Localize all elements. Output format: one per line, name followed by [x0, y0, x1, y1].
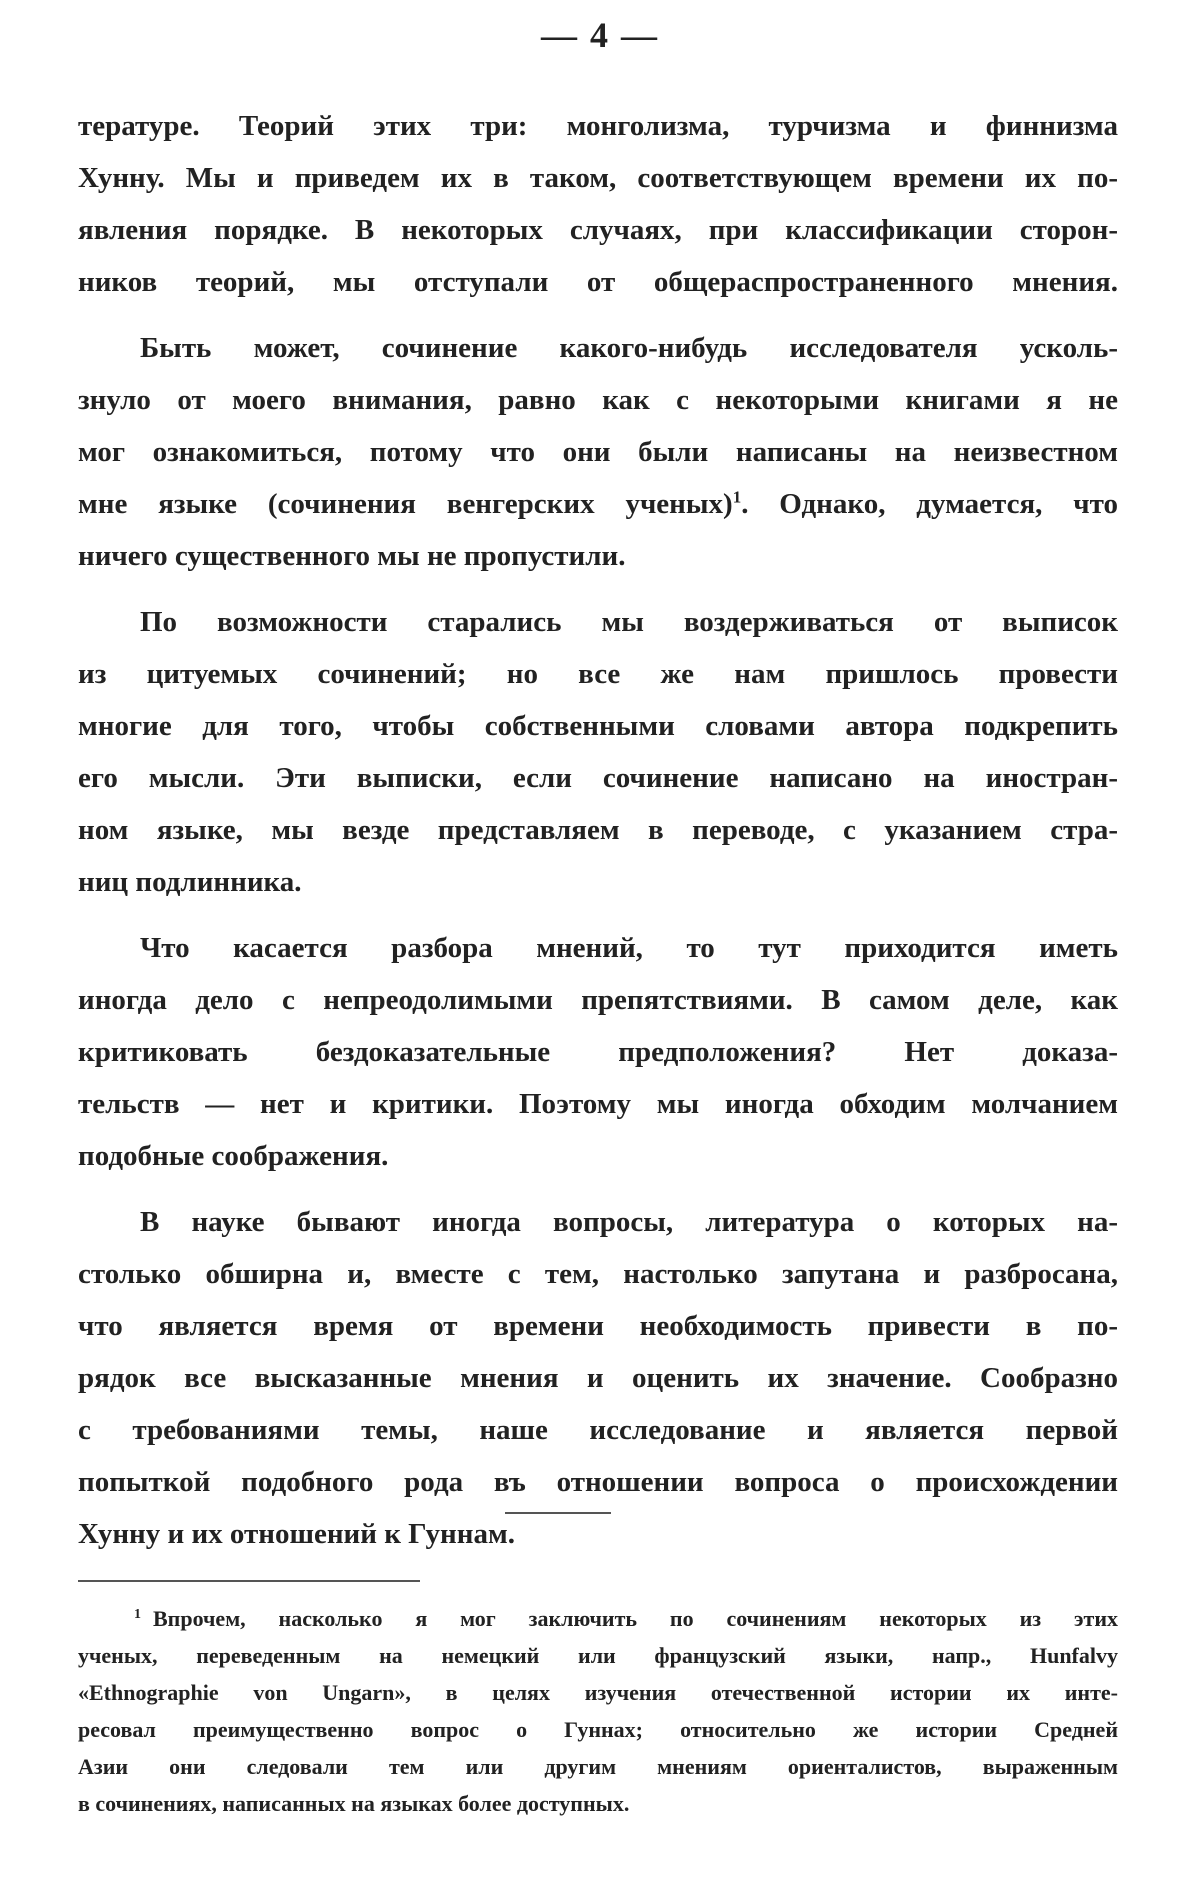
paragraph-2 — [78, 322, 1118, 582]
text-line: явления порядке. В некоторых случаях, при классификации сторон- — [78, 214, 1118, 246]
footnote-line — [78, 1600, 1118, 1637]
paragraph-5 — [78, 1196, 1118, 1560]
text-line: ниц подлинника. — [78, 866, 302, 898]
text-line: что является время от времени необходимость привести в по- — [78, 1310, 1118, 1342]
footnote-line: Азии они следовали тем или другим мнениям ориенталистов, выраженным — [78, 1754, 1118, 1779]
text-line: знуло от моего внимания, равно как с некоторыми книгами я не — [78, 384, 1118, 416]
text-segment: . Однако, думается, что — [741, 488, 1118, 520]
text-line-with-footnote — [78, 478, 1118, 530]
paragraph-3 — [78, 596, 1118, 908]
text-line: По возможности старались мы воздерживаться от выписок — [140, 606, 1118, 638]
footnote — [78, 1600, 1118, 1822]
text-line: ничего существенного мы не пропустили. — [78, 540, 626, 572]
footnote-line: ресовал преимущественно вопрос о Гуннах; относительно же истории Средней — [78, 1717, 1118, 1742]
footnote-marker: 1 — [134, 1606, 141, 1622]
text-line: столько обширна и, вместе с тем, настолько запутана и разбросана, — [78, 1258, 1118, 1290]
text-segment: Впрочем, насколько я мог заключить по сочинениям некоторых из этих — [153, 1606, 1118, 1631]
text-line: иногда дело с непреодолимыми препятствиями. В самом деле, как — [78, 984, 1118, 1016]
text-line: из цитуемых сочинений; но все же нам пришлось провести — [78, 658, 1118, 690]
text-line: рядок все высказанные мнения и оценить их значение. Сообразно — [78, 1362, 1118, 1394]
section-end-rule — [505, 1512, 611, 1514]
text-line: его мысли. Эти выписки, если сочинение написано на иностран- — [78, 762, 1118, 794]
text-line: критиковать бездоказательные предположения? Нет доказа- — [78, 1036, 1118, 1068]
page-number: — 4 — — [541, 15, 659, 55]
text-line: тературе. Теорий этих три: монголизма, турчизма и финнизма — [78, 110, 1118, 142]
text-line: ников теорий, мы отступали от общераспространенного мнения. — [78, 266, 1118, 298]
text-line: Хунну и их отношений к Гуннам. — [78, 1518, 515, 1550]
text-line: попыткой подобного рода въ отношении вопроса о происхождении — [78, 1466, 1118, 1498]
text-line: подобные соображения. — [78, 1140, 389, 1172]
paragraph-4 — [78, 922, 1118, 1182]
text-line: Быть может, сочинение какого-нибудь исследователя усколь- — [140, 332, 1118, 364]
text-line: ном языке, мы везде представляем в переводе, с указанием стра- — [78, 814, 1118, 846]
text-segment: мне языке (сочинения венгерских ученых) — [78, 488, 733, 520]
text-line: Хунну. Мы и приведем их в таком, соответствующем времени их по- — [78, 162, 1118, 194]
text-line: Что касается разбора мнений, то тут приходится иметь — [140, 932, 1118, 964]
text-line: тельств — нет и критики. Поэтому мы иногда обходим молчанием — [78, 1088, 1118, 1120]
footnote-reference[interactable]: 1 — [732, 487, 742, 507]
footnote-line: в сочинениях, написанных на языках более доступных. — [78, 1791, 630, 1816]
footnote-line: ученых, переведенным на немецкий или французский языки, напр., Hunfalvy — [78, 1643, 1118, 1668]
text-line: В науке бывают иногда вопросы, литература о которых на- — [140, 1206, 1118, 1238]
text-line: с требованиями темы, наше исследование и является первой — [78, 1414, 1118, 1446]
footnote-line: «Ethnographie von Ungarn», в целях изучения отечественной истории их инте- — [78, 1680, 1118, 1705]
paragraph-1 — [78, 100, 1118, 308]
text-line: многие для того, чтобы собственными словами автора подкрепить — [78, 710, 1118, 742]
footnote-separator — [78, 1580, 420, 1582]
text-line: мог ознакомиться, потому что они были написаны на неизвестном — [78, 436, 1118, 468]
main-text — [78, 100, 1118, 1560]
